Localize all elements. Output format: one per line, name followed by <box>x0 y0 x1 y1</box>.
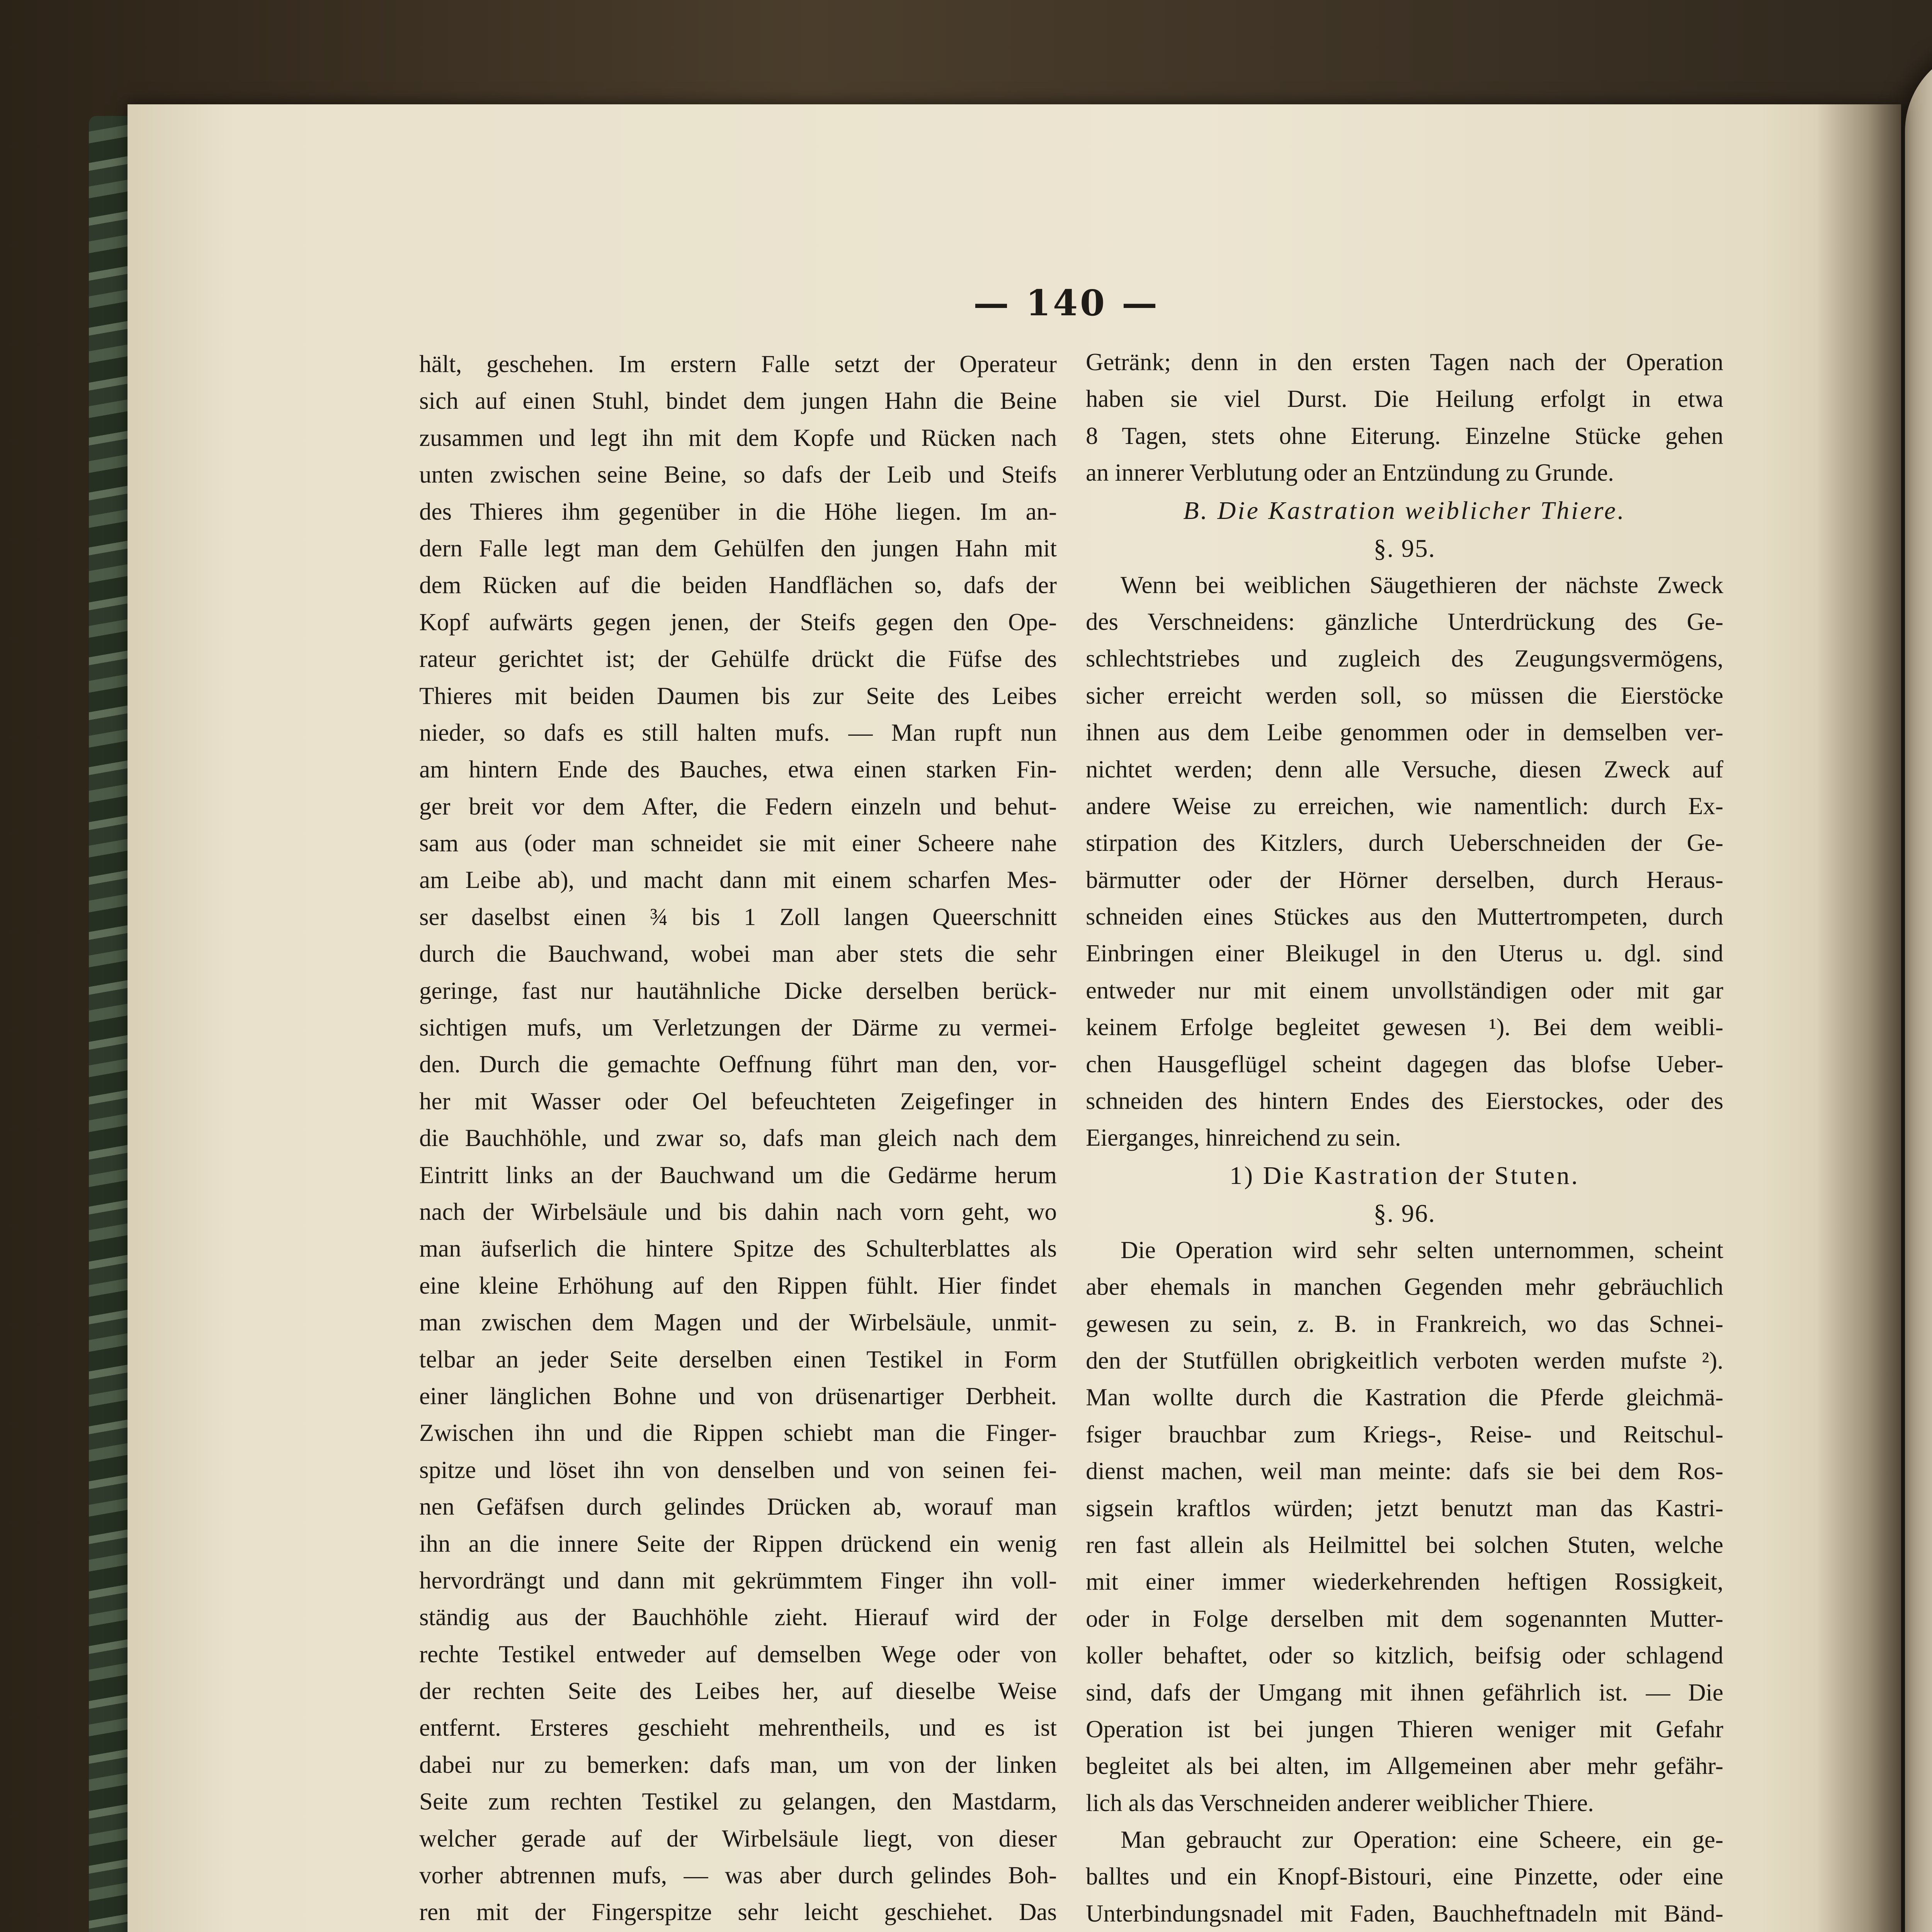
text-line: Operation ist bei jungen Thieren weniger mit Gefahr <box>1086 1715 1723 1743</box>
text-line: begleitet als bei alten, im Allgemeinen aber mehr gefähr- <box>1086 1752 1723 1780</box>
text-line: stirpation des Kitzlers, durch Ueberschneiden der Ge- <box>1086 829 1723 857</box>
text-line: gewesen zu sein, z. B. in Frankreich, wo das Schnei- <box>1086 1310 1723 1337</box>
text-line: dienst machen, weil man meinte: dafs sie bei dem Ros- <box>1086 1458 1723 1485</box>
text-line: balltes und ein Knopf-Bistouri, eine Pinzette, oder eine <box>1086 1863 1723 1890</box>
text-line: keinem Erfolge begleitet gewesen ¹). Bei dem weibli- <box>1086 1014 1723 1041</box>
text-line: am hintern Ende des Bauches, etwa einen starken Fin- <box>419 756 1057 783</box>
text-line: oder in Folge derselben mit dem sogenannten Mutter- <box>1086 1605 1723 1632</box>
text-line: die Bauchhöhle, und zwar so, dafs man gleich nach dem <box>419 1124 1057 1152</box>
text-line: man äufserlich die hintere Spitze des Schulterblattes als <box>419 1235 1057 1262</box>
text-line: rechte Testikel entweder auf demselben Wege oder von <box>419 1640 1057 1668</box>
text-line: eine kleine Erhöhung auf den Rippen fühlt. Hier findet <box>419 1272 1057 1299</box>
text-line: ständig aus der Bauchhöhle zieht. Hierauf wird der <box>419 1604 1057 1631</box>
text-line: ger breit vor dem After, die Federn einzeln und behut- <box>419 793 1057 820</box>
text-line: entweder nur mit einem unvollständigen oder mit gar <box>1086 976 1723 1004</box>
text-line: nach der Wirbelsäule und bis dahin nach vorn geht, wo <box>419 1198 1057 1225</box>
text-line: dern Falle legt man dem Gehülfen den jungen Hahn mit <box>419 534 1057 562</box>
text-line: durch die Bauchwand, wobei man aber stets die sehr <box>419 940 1057 968</box>
text-line: Zwischen ihn und die Rippen schiebt man die Finger- <box>419 1419 1057 1447</box>
text-line: nichtet werden; denn alle Versuche, diesen Zweck auf <box>1086 755 1723 783</box>
text-line: Getränk; denn in den ersten Tagen nach der Operation <box>1086 349 1723 376</box>
text-line: sam aus (oder man schneidet sie mit einer Scheere nahe <box>419 830 1057 857</box>
text-line: des Thieres ihm gegenüber in die Höhe liegen. Im an- <box>419 498 1057 525</box>
text-line: sigsein kraftlos würden; jetzt benutzt man das Kastri- <box>1086 1494 1723 1522</box>
heading-kastration-stuten: 1) Die Kastration der Stuten. <box>1230 1161 1580 1190</box>
text-line: an innerer Verblutung oder an Entzündung zu Grunde. <box>1086 459 1614 486</box>
text-line: Einbringen einer Bleikugel in den Uterus u. dgl. sind <box>1086 940 1723 967</box>
text-line: mit einer immer wiederkehrenden heftigen Rossigkeit, <box>1086 1568 1723 1595</box>
text-line: unten zwischen seine Beine, so dafs der Leib und Steifs <box>419 461 1057 488</box>
text-line: nieder, so dafs es still halten mufs. — Man rupft nun <box>419 719 1057 746</box>
text-line: Thieres mit beiden Daumen bis zur Seite des Leibes <box>419 682 1057 709</box>
text-line: bärmutter oder der Hörner derselben, durch Heraus- <box>1086 866 1723 893</box>
text-line: dabei nur zu bemerken: dafs man, um von der linken <box>419 1751 1057 1778</box>
text-line: haben sie viel Durst. Die Heilung erfolgt in etwa <box>1086 385 1723 413</box>
text-line: Seite zum rechten Testikel zu gelangen, den Mastdarm, <box>419 1788 1057 1815</box>
text-line: man zwischen dem Magen und der Wirbelsäule, unmit- <box>419 1309 1057 1336</box>
text-line: dem Rücken auf die beiden Handflächen so, dafs der <box>419 571 1057 599</box>
text-line: ren mit der Fingerspitze sehr leicht geschiehet. Das <box>419 1898 1057 1926</box>
paragraph-getraenk <box>1086 344 1723 492</box>
text-line: ser daselbst einen ¾ bis 1 Zoll langen Queerschnitt <box>419 903 1057 930</box>
text-line: den der Stutfüllen obrigkeitlich verboten werden mufste ²). <box>1086 1347 1723 1374</box>
text-line: sichtigen mufs, um Verletzungen der Därme zu vermei- <box>419 1014 1057 1041</box>
text-line: zusammen und legt ihn mit dem Kopfe und Rücken nach <box>419 424 1057 451</box>
text-line: lich als das Verschneiden anderer weiblicher Thiere. <box>1086 1789 1594 1816</box>
text-line: koller behaftet, oder so kitzlich, beifsig oder schlagend <box>1086 1642 1723 1669</box>
text-line: spitze und löset ihn von denselben und von seinen fei- <box>419 1456 1057 1483</box>
text-line: chen Hausgeflügel scheint dagegen das blofse Ueber- <box>1086 1050 1723 1078</box>
text-line: Man wollte durch die Kastration die Pferde gleichmä- <box>1086 1384 1723 1411</box>
text-line: Kopf aufwärts gegen jenen, der Steifs gegen den Ope- <box>419 608 1057 636</box>
right-column <box>1086 344 1723 1932</box>
left-column <box>419 346 1057 1932</box>
text-line: andere Weise zu erreichen, wie namentlich: durch Ex- <box>1086 792 1723 820</box>
paragraph-instrumente <box>1086 1821 1723 1932</box>
section-96: §. 96. <box>1373 1199 1436 1228</box>
text-line: Eintritt links an der Bauchwand um die Gedärme herum <box>419 1161 1057 1189</box>
text-line: Man gebraucht zur Operation: eine Scheere, ein ge- <box>1121 1826 1723 1854</box>
text-line: Die Operation wird sehr selten unternommen, scheint <box>1121 1236 1723 1264</box>
text-line: sicher erreicht werden soll, so müssen die Eierstöcke <box>1086 682 1723 709</box>
next-page-edge <box>1905 46 1932 1932</box>
text-line: am Leibe ab), und macht dann mit einem scharfen Mes- <box>419 866 1057 894</box>
text-line: fsiger brauchbar zum Kriegs-, Reise- und Reitschul- <box>1086 1420 1723 1448</box>
text-line: schlechtstriebes und zugleich des Zeugungsvermögens, <box>1086 645 1723 672</box>
text-line: hält, geschehen. Im erstern Falle setzt der Operateur <box>419 350 1057 378</box>
text-line: geringe, fast nur hautähnliche Dicke derselben berück- <box>419 977 1057 1004</box>
text-line: her mit Wasser oder Oel befeuchteten Zeigefinger in <box>419 1087 1057 1115</box>
text-line: nen Gefäfsen durch gelindes Drücken ab, worauf man <box>419 1493 1057 1520</box>
text-line: entfernt. Ersteres geschieht mehrentheils, und es ist <box>419 1714 1057 1742</box>
text-line: Wenn bei weiblichen Säugethieren der nächste Zweck <box>1121 571 1723 599</box>
text-line: sind, dafs der Umgang mit ihnen gefährlich ist. — Die <box>1086 1679 1723 1706</box>
text-line: rateur gerichtet ist; der Gehülfe drückt die Füfse des <box>419 645 1057 673</box>
text-line: aber ehemals in manchen Gegenden mehr gebräuchlich <box>1086 1273 1723 1301</box>
text-line: ren fast allein als Heilmittel bei solchen Stuten, welche <box>1086 1531 1723 1558</box>
text-line: sich auf einen Stuhl, bindet dem jungen Hahn die Beine <box>419 387 1057 415</box>
text-line: welcher gerade auf der Wirbelsäule liegt, von dieser <box>419 1825 1057 1852</box>
page-number: — 140 — <box>973 282 1160 324</box>
text-line: Unterbindungsnadel mit Faden, Bauchheftnadeln mit Bänd- <box>1086 1900 1723 1927</box>
text-line: ihn an die innere Seite der Rippen drückend ein wenig <box>419 1530 1057 1557</box>
text-line: den. Durch die gemachte Oeffnung führt man den, vor- <box>419 1051 1057 1078</box>
text-line: hervordrängt und dann mit gekrümmtem Finger ihn voll- <box>419 1566 1057 1594</box>
text-line: telbar an jeder Seite derselben einen Testikel in Form <box>419 1345 1057 1373</box>
text-line: einer länglichen Bohne und von drüsenartiger Derbheit. <box>419 1382 1057 1410</box>
text-line: vorher abtrennen mufs, — was aber durch gelindes Boh- <box>419 1862 1057 1889</box>
heading-kastration-weiblicher-thiere: B. Die Kastration weiblicher Thiere. <box>1183 496 1626 525</box>
text-line: der rechten Seite des Leibes her, auf dieselbe Weise <box>419 1677 1057 1705</box>
paragraph-operation-selten <box>1086 1232 1723 1821</box>
text-line: des Verschneidens: gänzliche Unterdrückung des Ge- <box>1086 608 1723 635</box>
paragraph-weibliche-saeugethiere <box>1086 567 1723 1156</box>
text-line: 8 Tagen, stets ohne Eiterung. Einzelne Stücke gehen <box>1086 422 1723 449</box>
text-line: ihnen aus dem Leibe genommen oder in demselben ver- <box>1086 719 1723 746</box>
text-line: schneiden eines Stückes aus den Muttertrompeten, durch <box>1086 903 1723 930</box>
section-95: §. 95. <box>1373 534 1436 563</box>
page-gutter-shadow <box>1816 104 1901 1932</box>
text-line: Eierganges, hinreichend zu sein. <box>1086 1124 1401 1151</box>
text-line: schneiden des hintern Endes des Eierstockes, oder des <box>1086 1087 1723 1115</box>
